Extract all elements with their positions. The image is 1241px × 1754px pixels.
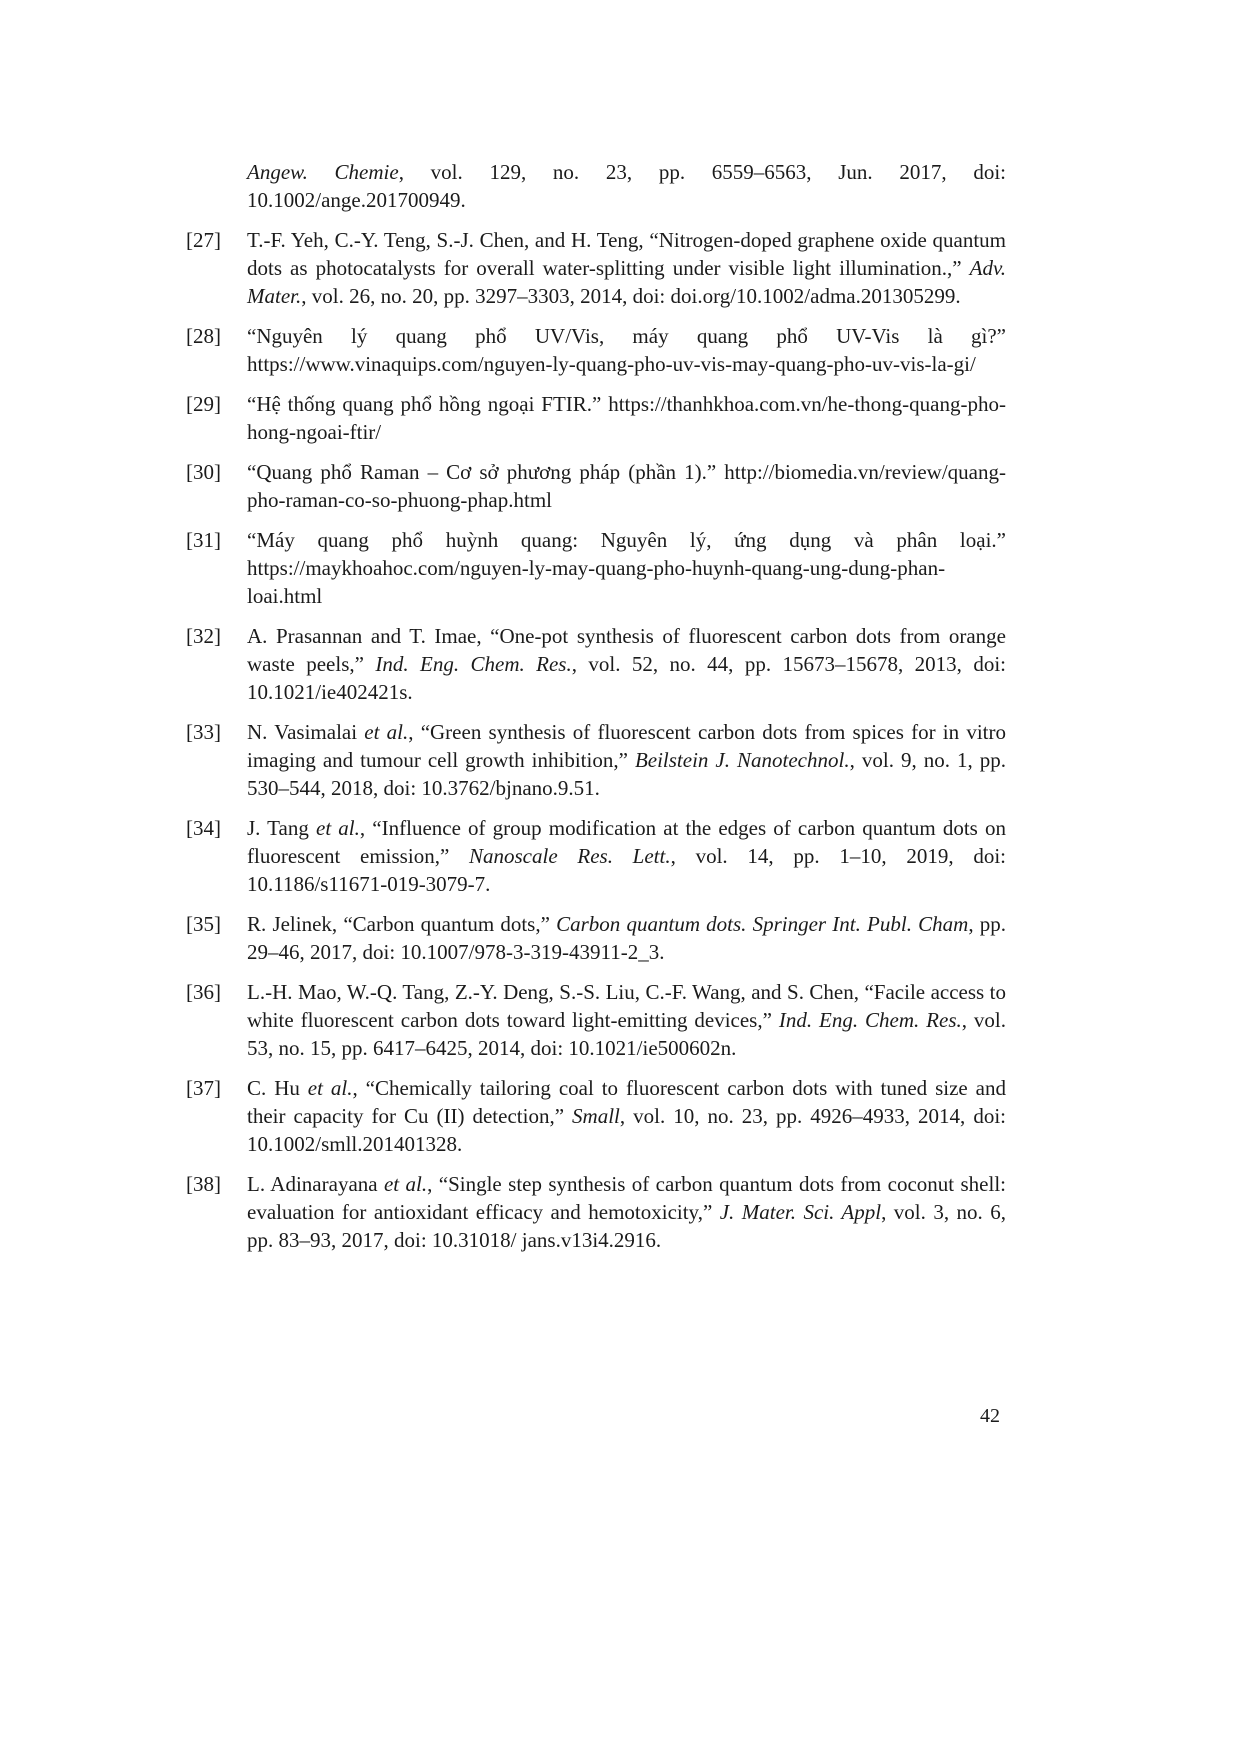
reference-item bbox=[186, 226, 1006, 310]
reference-text-segment: A. Prasannan and T. Imae, “One-pot synthesis of fluorescent carbon dots from orange waste peels,” bbox=[247, 624, 1006, 676]
reference-text bbox=[247, 980, 1006, 1060]
reference-text-segment: , “Green synthesis of fluorescent carbon dots from spices for in vitro imaging and tumour cell growth inhibition,” bbox=[247, 720, 1006, 772]
reference-item bbox=[186, 910, 1006, 966]
reference-text-segment: Small bbox=[572, 1104, 620, 1128]
reference-text-segment: , vol. 14, pp. 1–10, 2019, doi: 10.1186/s11671-019-3079-7. bbox=[247, 844, 1006, 896]
reference-label: [34] bbox=[186, 816, 221, 840]
reference-item bbox=[186, 458, 1006, 514]
reference-item bbox=[186, 390, 1006, 446]
reference-item bbox=[186, 322, 1006, 378]
reference-text-segment: Angew. Chemie bbox=[247, 160, 399, 184]
reference-label: [32] bbox=[186, 624, 221, 648]
reference-text-segment: et al. bbox=[307, 1076, 353, 1100]
reference-text-segment: Beilstein J. Nanotechnol. bbox=[634, 748, 850, 772]
reference-item bbox=[186, 158, 1006, 214]
reference-text bbox=[247, 912, 1006, 964]
reference-text-segment: L. Adinarayana bbox=[247, 1172, 384, 1196]
reference-text-segment: , “Chemically tailoring coal to fluorescent carbon dots with tuned size and their capacity for Cu (II) detection,” bbox=[247, 1076, 1006, 1128]
reference-text-segment: “Máy quang phổ huỳnh quang: Nguyên lý, ứng dụng và phân loại.” https://maykhoahoc.com/nguyen-ly-may-quang-pho-huynh-quang-ung-dung-phan-loai.html bbox=[247, 528, 1006, 608]
reference-text-segment: , “Single step synthesis of carbon quantum dots from coconut shell: evaluation for antioxidant efficacy and hemotoxicity,” bbox=[247, 1172, 1006, 1224]
reference-item bbox=[186, 1074, 1006, 1158]
reference-text-segment: Ind. Eng. Chem. Res. bbox=[375, 652, 572, 676]
reference-text-segment: , vol. 129, no. 23, pp. 6559–6563, Jun. 2017, doi: 10.1002/ange.201700949. bbox=[247, 160, 1006, 212]
page-number: 42 bbox=[980, 1405, 1000, 1427]
reference-item bbox=[186, 978, 1006, 1062]
reference-label: [37] bbox=[186, 1076, 221, 1100]
reference-text bbox=[247, 228, 1006, 308]
reference-item bbox=[186, 622, 1006, 706]
reference-text-segment: Nanoscale Res. Lett. bbox=[469, 844, 671, 868]
reference-label: [30] bbox=[186, 460, 221, 484]
reference-text bbox=[247, 1172, 1006, 1252]
reference-label: [35] bbox=[186, 912, 221, 936]
reference-text-segment: Carbon quantum dots. Springer Int. Publ. Cham bbox=[556, 912, 969, 936]
reference-text-segment: Adv. Mater. bbox=[247, 256, 1006, 308]
reference-text-segment: , vol. 3, no. 6, pp. 83–93, 2017, doi: 10.31018/ jans.v13i4.2916. bbox=[247, 1200, 1006, 1252]
reference-text-segment: et al. bbox=[383, 1172, 428, 1196]
reference-label: [27] bbox=[186, 228, 221, 252]
reference-text-segment: , vol. 26, no. 20, pp. 3297–3303, 2014, doi: doi.org/10.1002/adma.201305299. bbox=[301, 284, 961, 308]
reference-text-segment: N. Vasimalai bbox=[247, 720, 365, 744]
reference-label: [29] bbox=[186, 392, 221, 416]
reference-text bbox=[247, 392, 1006, 444]
reference-text bbox=[247, 624, 1006, 704]
reference-item bbox=[186, 718, 1006, 802]
reference-label: [28] bbox=[186, 324, 221, 348]
reference-label: [36] bbox=[186, 980, 221, 1004]
reference-text bbox=[247, 324, 1006, 376]
reference-text-segment: “Nguyên lý quang phổ UV/Vis, máy quang phổ UV-Vis là gì?” https://www.vinaquips.com/nguyen-ly-quang-pho-uv-vis-may-quang-pho-uv-vis-la-gi/ bbox=[247, 324, 1006, 376]
reference-text-segment: et al. bbox=[316, 816, 360, 840]
reference-text bbox=[247, 460, 1006, 512]
reference-text bbox=[247, 160, 1006, 212]
reference-text bbox=[247, 720, 1006, 800]
reference-text-segment: R. Jelinek, “Carbon quantum dots,” bbox=[247, 912, 557, 936]
reference-text-segment: , vol. 52, no. 44, pp. 15673–15678, 2013, doi: 10.1021/ie402421s. bbox=[247, 652, 1006, 704]
reference-text bbox=[247, 528, 1006, 608]
reference-text bbox=[247, 1076, 1006, 1156]
reference-text-segment: , vol. 9, no. 1, pp. 530–544, 2018, doi: 10.3762/bjnano.9.51. bbox=[247, 748, 1006, 800]
reference-text-segment: , pp. 29–46, 2017, doi: 10.1007/978-3-319-43911-2_3. bbox=[247, 912, 1007, 964]
reference-text-segment: T.-F. Yeh, C.-Y. Teng, S.-J. Chen, and H. Teng, “Nitrogen-doped graphene oxide quantum dots as photocatalysts for overall water-splitting under visible light illumination.,” bbox=[247, 228, 1006, 280]
reference-text-segment: L.-H. Mao, W.-Q. Tang, Z.-Y. Deng, S.-S. Liu, C.-F. Wang, and S. Chen, “Facile access to white fluorescent carbon dots toward light-emitting devices,” bbox=[247, 980, 1006, 1032]
reference-item bbox=[186, 814, 1006, 898]
reference-text-segment: “Quang phổ Raman – Cơ sở phương pháp (phần 1).” http://biomedia.vn/review/quang-pho-raman-co-so-phuong-phap.html bbox=[247, 460, 1006, 512]
reference-text-segment: , vol. 53, no. 15, pp. 6417–6425, 2014, doi: 10.1021/ie500602n. bbox=[247, 1008, 1007, 1060]
reference-text-segment: “Hệ thống quang phổ hồng ngoại FTIR.” https://thanhkhoa.com.vn/he-thong-quang-pho-hong-ngoai-ftir/ bbox=[247, 392, 1006, 444]
reference-label: [38] bbox=[186, 1172, 221, 1196]
reference-text-segment: C. Hu bbox=[247, 1076, 308, 1100]
reference-label: [31] bbox=[186, 528, 221, 552]
references-list bbox=[186, 158, 1006, 1266]
reference-text-segment: J. Tang bbox=[247, 816, 317, 840]
reference-item bbox=[186, 1170, 1006, 1254]
reference-text-segment: , “Influence of group modification at the edges of carbon quantum dots on fluorescent emission,” bbox=[247, 816, 1006, 868]
reference-text-segment: et al. bbox=[364, 720, 409, 744]
reference-label: [33] bbox=[186, 720, 221, 744]
reference-text-segment: , vol. 10, no. 23, pp. 4926–4933, 2014, doi: 10.1002/smll.201401328. bbox=[247, 1104, 1006, 1156]
reference-text bbox=[247, 816, 1006, 896]
reference-item bbox=[186, 526, 1006, 610]
reference-text-segment: Ind. Eng. Chem. Res. bbox=[778, 1008, 962, 1032]
reference-text-segment: J. Mater. Sci. Appl bbox=[719, 1200, 882, 1224]
